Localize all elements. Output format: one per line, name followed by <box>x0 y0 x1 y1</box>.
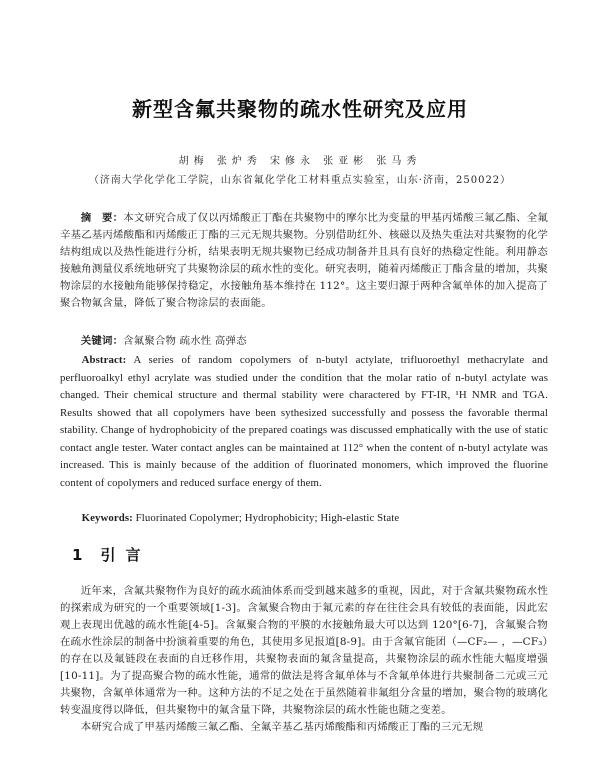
abstract-en <box>60 352 548 492</box>
paper-title: 新型含氟共聚物的疏水性研究及应用 <box>132 97 468 121</box>
introduction-body <box>60 583 548 736</box>
keywords-en <box>60 510 548 528</box>
keywords-zh <box>60 333 548 350</box>
abstract-zh-text: 本文研究合成了仅以丙烯酸正丁酯在共聚物中的摩尔比为变量的甲基丙烯酸三氟乙酯、全氟辛基乙基丙烯酸酯和丙烯酸正丁酯的三元无规共聚物。分别借助红外、核磁以及热失重法对共聚物的化学结构组成以及热性能进行分析，结果表明无规共聚物已经成功制备并且具有良好的热稳定性能。利用静态接触角测量仪系统地研究了共聚物涂层的疏水性的变化。研究表明，随着丙烯酸正丁酯含量的增加，共聚物涂层的水接触角能够保持稳定，水接触角基本维持在 112°。这主要归源于两种含氟单体的加入提高了聚合物氟含量，降低了聚合物涂层的表面能。 <box>60 212 548 309</box>
abstract-zh <box>60 210 548 312</box>
abstract-en-label: Abstract: <box>81 354 127 366</box>
intro-paragraph-2: 本研究合成了甲基丙烯酸三氟乙酯、全氟辛基乙基丙烯酸酯和丙烯酸正丁酯的三元无规 <box>80 721 484 733</box>
section-heading-introduction <box>60 544 150 565</box>
intro-paragraph-1: 近年来，含氟共聚物作为良好的疏水疏油体系而受到越来越多的重视，因此，对于含氟共聚物疏水性的探索成为研究的一个重要领域[1-3]。含氟聚合物由于氟元素的存在往往会具有较低的表面能，因此宏观上表现出优越的疏水性能[4-5]。含氟聚合物的平膜的水接触角最大可以达到 120°[6-7]，含氟聚合物在疏水性涂层的制备中扮演着重要的角色，其使用多见报道[8-9]。由于含氟官能团（—CF₂— ，—CF₃）的存在以及氟链段在表面的自迁移作用，共聚物表面的氟含量提高，共聚物涂层的疏水性能大幅度增强[10-11]。为了提高聚合物的疏水性能，通常的做法是将含氟单体与不含氟单体进行共聚制备二元或三元共聚物，含氟单体通常为一种。这种方法的不足之处在于虽然随着非氟组分含量的增加，聚合物的玻璃化转变温度得以降低，但共聚物中的氟含量下降，共聚物涂层的疏水性能也随之变差。 <box>60 585 548 716</box>
affiliation: （济南大学化学化工学院，山东省氟化学化工材料重点实验室，山东·济南，250022） <box>88 175 512 186</box>
keywords-en-text: Fluorinated Copolymer; Hydrophobicity; High-elastic State <box>132 512 400 524</box>
section-number: 1 <box>72 546 83 564</box>
author-list: 胡梅 张炉秀 宋修永 张亚彬 张马秀 <box>178 156 422 167</box>
abstract-en-text: A series of random copolymers of n-butyl actylate, trifluoroethyl methacrylate and perfluoroalkyl ethyl acrylate was studied under the condition that the molar ratio of n-butyl actylate was changed. Their chemical structure and thermal stability were charactered by FT-IR, ¹H NMR and TGA. Results showed that all copolymers have been sythesized successfully and possess the favorable thermal stability. Change of hydrophobicity of the prepared coatings was discussed emphatically with the use of static contact angle tester. Water contact angles can be maintained at 112° when the content of n-butyl actylate was increased. This is mainly because of the addition of fluorinated monomers, which improved the fluorine content of copolymers and reduced surface energy of them. <box>60 354 548 489</box>
keywords-zh-label: 关键词： <box>80 335 124 347</box>
abstract-zh-label: 摘 要： <box>80 212 124 224</box>
keywords-zh-text: 含氟聚合物 疏水性 高弹态 <box>123 335 247 347</box>
keywords-en-label: Keywords: <box>81 512 133 524</box>
section-title: 引言 <box>100 546 151 564</box>
